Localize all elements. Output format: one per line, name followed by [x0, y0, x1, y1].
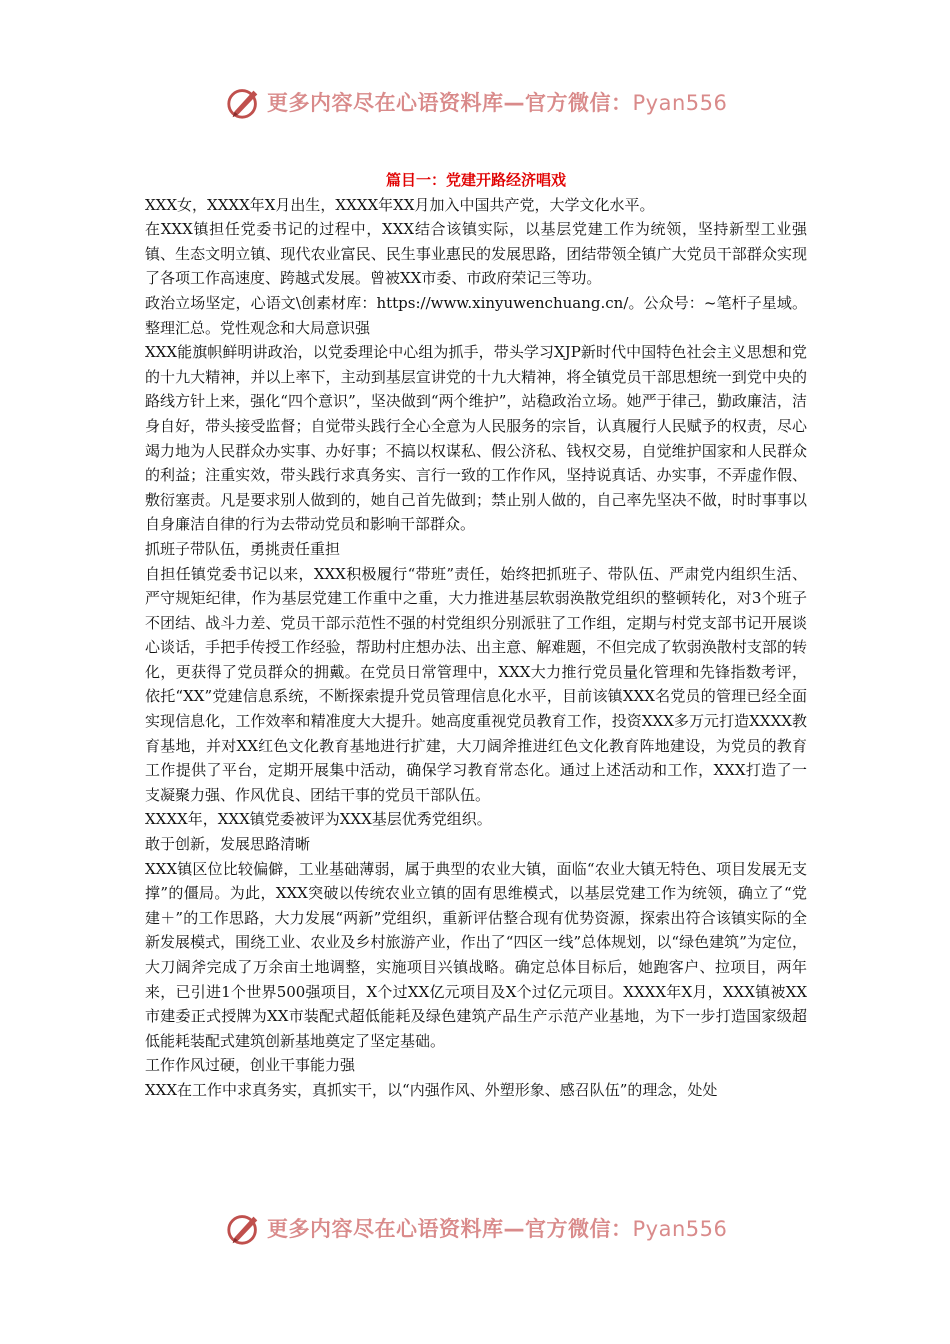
banner-text: 更多内容尽在心语资料库—官方微信：Pyan556: [267, 1217, 728, 1241]
document-title: 篇目一：党建开路经济唱戏: [385, 171, 566, 189]
header-watermark-banner: [225, 82, 745, 122]
paragraph: 自担任镇党委书记以来，XXX积极履行“带班”责任，始终把抓班子、带队伍、严肃党内组织生活、严守规矩纪律，作为基层党建工作重中之重，大力推进基层软弱涣散党组织的整顿转化，对3个班子不团结、战斗力差、党员干部示范性不强的村党组织分别派驻了工作组，定期与村党支部书记开展谈心谈话，手把手传授工作经验，帮助村庄想办法、出主意、解难题，不但完成了软弱涣散村支部的转化，更获得了党员群众的拥戴。在党员日常管理中，XXX大力推行党员量化管理和先锋指数考评，依托“XX”党建信息系统，不断探索提升党员管理信息化水平，目前该镇XXX名党员的管理已经全面实现信息化，工作效率和精准度大大提升。她高度重视党员教育工作，投资XXX多万元打造XXXX教育基地，并对XX红色文化教育基地进行扩建，大刀阔斧推进红色文化教育阵地建设，为党员的教育工作提供了平台，定期开展集中活动，确保学习教育常态化。通过上述活动和工作，XXX打造了一支凝聚力强、作风优良、团结干事的党员干部队伍。: [145, 564, 807, 804]
section-heading: 敢于创新，发展思路清晰: [145, 835, 311, 854]
banner-text: 更多内容尽在心语资料库—官方微信：Pyan556: [267, 91, 728, 115]
pen-logo-icon: [225, 83, 263, 121]
footer-watermark-banner: [225, 1208, 745, 1248]
section-heading: 工作作风过硬，创业干事能力强: [145, 1056, 356, 1075]
paragraph: XXX女，XXXX年X月出生，XXXX年XX月加入中国共产党，大学文化水平。: [145, 195, 655, 214]
document-body: [145, 168, 807, 1103]
paragraph: XXXX年，XXX镇党委被评为XXX基层优秀党组织。: [145, 810, 492, 829]
paragraph: 政治立场坚定，心语文\创素材库：https://www.xinyuwenchuang.cn/。公众号：~笔杆子星域。整理汇总。党性观念和大局意识强: [145, 293, 807, 337]
section-heading: 抓班子带队伍，勇挑责任重担: [145, 539, 341, 558]
paragraph: XXX在工作中求真务实，真抓实干，以“内强作风、外塑形象、感召队伍”的理念，处处: [145, 1080, 718, 1099]
paragraph: XXX镇区位比较偏僻，工业基础薄弱，属于典型的农业大镇，面临“农业大镇无特色、项目发展无支撑”的僵局。为此，XXX突破以传统农业立镇的固有思维模式，以基层党建工作为统领，确立了“党建＋”的工作思路，大力发展“两新”党组织，重新评估整合现有优势资源，探索出符合该镇实际的全新发展模式，围绕工业、农业及乡村旅游产业，作出了“四区一线”总体规划，以“绿色建筑”为定位，大刀阔斧完成了万余亩土地调整，实施项目兴镇战略。确定总体目标后，她跑客户、拉项目，两年来，已引进1个世界500强项目，X个过XX亿元项目及X个过亿元项目。XXXX年X月，XXX镇被XX市建委正式授牌为XX市装配式超低能耗及绿色建筑产品生产示范产业基地，为下一步打造国家级超低能耗装配式建筑创新基地奠定了坚定基础。: [145, 859, 807, 1050]
pen-logo-icon: [225, 1209, 263, 1247]
paragraph: 在XXX镇担任党委书记的过程中，XXX结合该镇实际，以基层党建工作为统领，坚持新型工业强镇、生态文明立镇、现代农业富民、民生事业惠民的发展思路，团结带领全镇广大党员干部群众实现了各项工作高速度、跨越式发展。曾被XX市委、市政府荣记三等功。: [145, 220, 807, 288]
paragraph: XXX能旗帜鲜明讲政治，以党委理论中心组为抓手，带头学习XJP新时代中国特色社会主义思想和党的十九大精神，并以上率下，主动到基层宣讲党的十九大精神，将全镇党员干部思想统一到党中央的路线方针上来，强化“四个意识”，坚决做到“两个维护”，站稳政治立场。她严于律己，勤政廉洁，洁身自好，带头接受监督；自觉带头践行全心全意为人民服务的宗旨，认真履行人民赋予的权责，尽心竭力地为人民群众办实事、办好事；不搞以权谋私、假公济私、钱权交易，自觉维护国家和人民群众的利益；注重实效，带头践行求真务实、言行一致的工作作风，坚持说真话、办实事，不弄虚作假、敷衍塞责。凡是要求别人做到的，她自己首先做到；禁止别人做的，自己率先坚决不做，时时事事以自身廉洁自律的行为去带动党员和影响干部群众。: [145, 343, 807, 534]
